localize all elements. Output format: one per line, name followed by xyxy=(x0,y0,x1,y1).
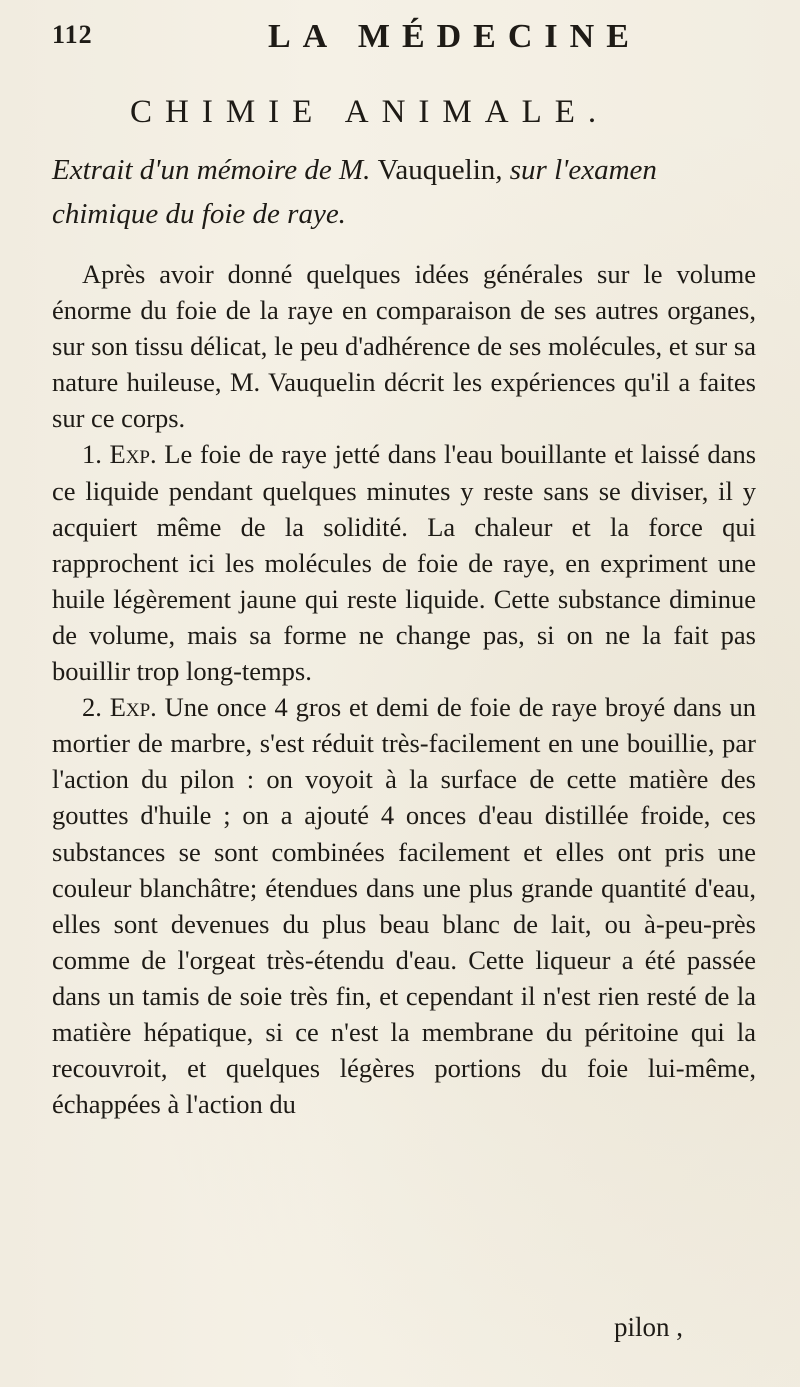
experiment-1-paragraph xyxy=(52,436,756,689)
article-body xyxy=(52,256,756,1122)
journal-title: LA MÉDECINE xyxy=(268,18,641,55)
author-name: Vauquelin xyxy=(377,154,496,186)
experiment-1-text: Le foie de raye jetté dans l'eau bouillante et laissé dans ce liquide pendant quelques minutes y reste sans se diviser, il y acquiert même de la solidité. La chaleur et la force qui rapprochent ici les molécules de foie de raye, en expriment une huile légèrement jaune qui reste liquide. Cette substance diminue de volume, mais sa forme ne change pas, si on ne la fait pas bouillir trop long-temps. xyxy=(52,439,757,687)
subtitle-part2: , sur l'examen chimique du foie de raye. xyxy=(52,154,657,230)
section-title: CHIMIE ANIMALE. xyxy=(130,94,610,130)
experiment-1-label: 1. Exp. xyxy=(82,439,157,470)
experiment-2-paragraph xyxy=(52,689,756,1122)
experiment-2-label: 2. Exp. xyxy=(82,692,157,723)
running-head xyxy=(52,18,641,58)
subtitle-part1: Extrait d'un mémoire de M. xyxy=(52,154,371,186)
intro-paragraph: Après avoir donné quelques idées générales sur le volume énorme du foie de la raye en comparaison de ses autres organes, sur son tissu délicat, le peu d'adhérence de ses molécules, et sur sa nature huileuse, M. Vauquelin décrit les expériences qu'il a faites sur ce corps. xyxy=(52,259,756,434)
article-subtitle xyxy=(52,148,752,236)
continuation-line: pilon , xyxy=(614,1312,684,1342)
experiment-2-text: Une once 4 gros et demi de foie de raye broyé dans un mortier de marbre, s'est réduit très-facilement en une bouillie, par l'action du pilon : on voyoit à la surface de cette matière des gouttes d'huile ; on a ajouté 4 onces d'eau distillée froide, ces substances se sont combinées facilement et elles ont pris une couleur blanchâtre; étendues dans une plus grande quantité d'eau, elles sont devenues du plus beau blanc de lait, ou à-peu-près comme de l'orgeat très-étendu d'eau. Cette liqueur a été passée dans un tamis de soie très fin, et cependant il n'est rien resté de la matière hépatique, si ce n'est la membrane du péritoine qui la recouvroit, et quelques légères portions du foie lui-même, échappées à l'action du xyxy=(52,692,757,1120)
page-number: 112 xyxy=(52,20,93,49)
